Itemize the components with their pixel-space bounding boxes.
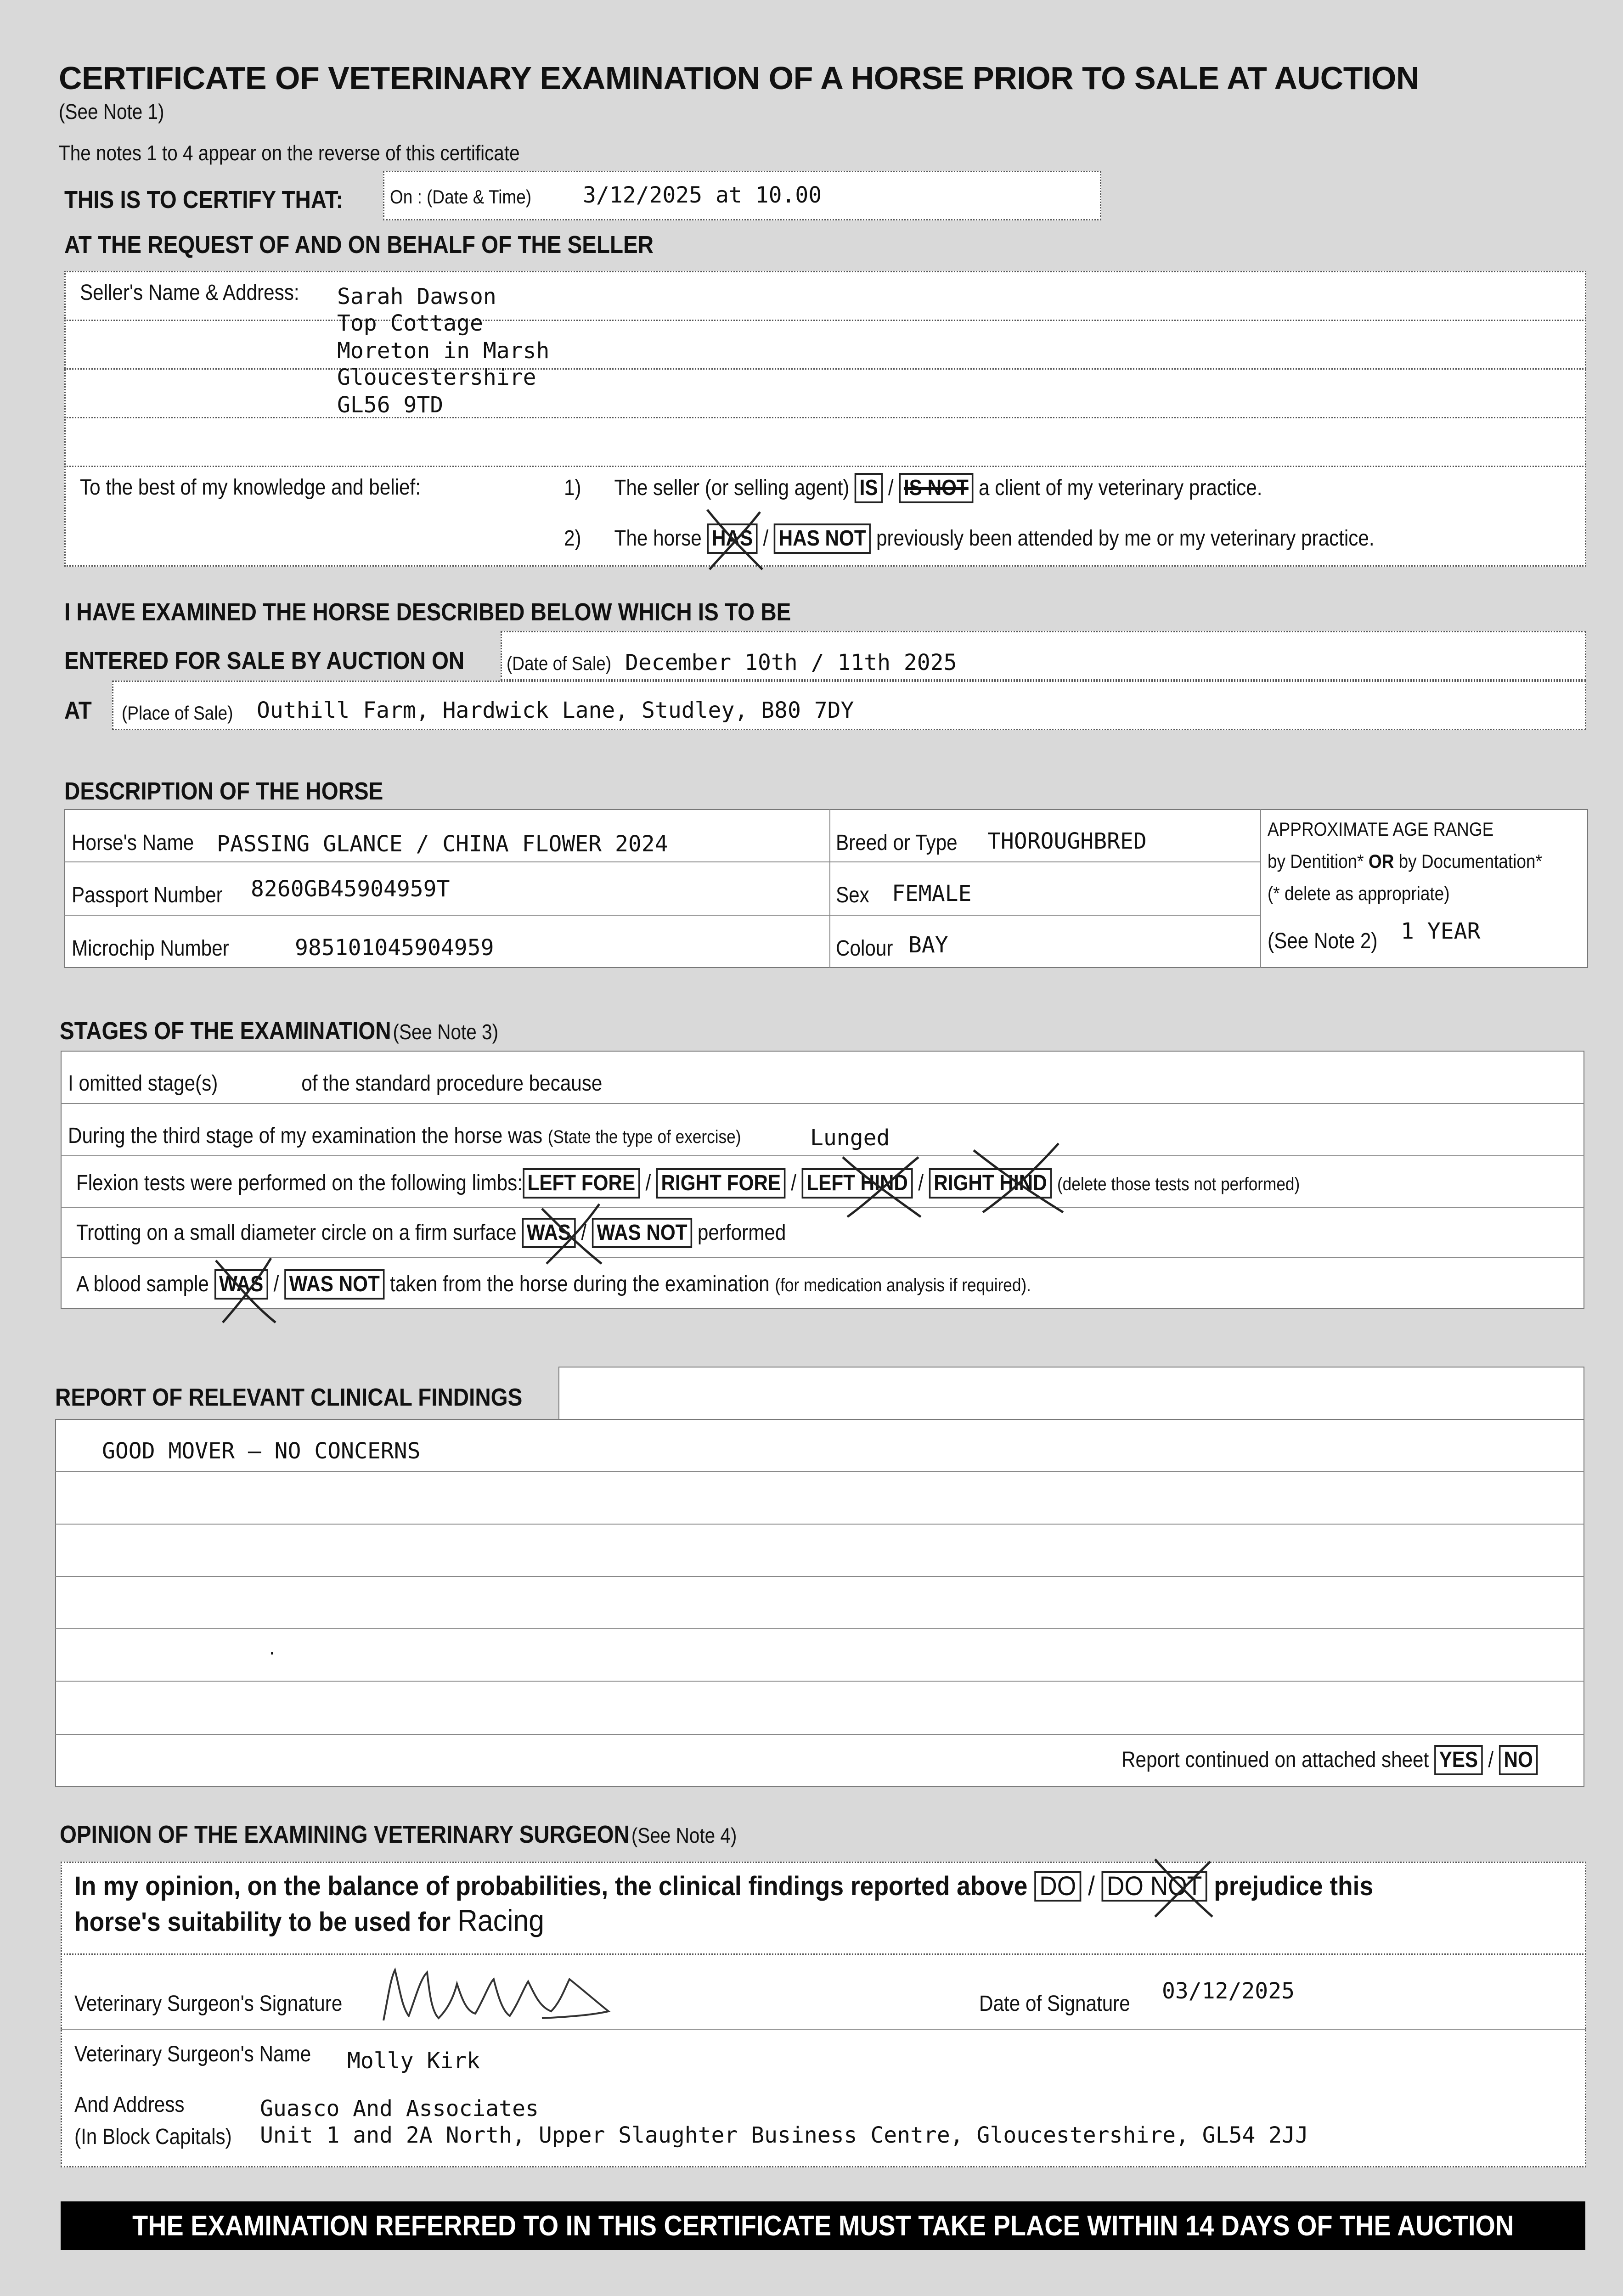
seller-section <box>64 271 1586 567</box>
vet-signature <box>377 1961 615 2030</box>
slash: / <box>273 1272 279 1296</box>
passport-value: 8260GB45904959T <box>251 876 450 902</box>
horse-name-label: Horse's Name <box>72 831 194 855</box>
date-of-sale-value: December 10th / 11th 2025 <box>625 650 957 675</box>
age-method <box>1268 850 1542 872</box>
request-heading: AT THE REQUEST OF AND ON BEHALF OF THE SELLER <box>64 231 654 259</box>
omitted-row <box>68 1071 602 1096</box>
do-option[interactable]: DO <box>1034 1871 1081 1902</box>
signature-date-value: 03/12/2025 <box>1162 1978 1295 2004</box>
left-fore-option[interactable]: LEFT FORE <box>523 1168 640 1199</box>
seller-line-3: Moreton in Marsh <box>337 338 550 364</box>
microchip-value: 985101045904959 <box>295 935 494 961</box>
date-of-sale-field[interactable] <box>501 631 1586 681</box>
knowledge-item-2 <box>564 523 1375 554</box>
slash: / <box>645 1171 651 1195</box>
exam-datetime-value: 3/12/2025 at 10.00 <box>583 182 822 208</box>
vet-name-label: Veterinary Surgeon's Name <box>74 2042 311 2066</box>
age-note: (See Note 2) <box>1268 929 1378 953</box>
blood-text: A blood sample <box>76 1272 209 1296</box>
item-number: 2) <box>564 526 581 551</box>
signature-label: Veterinary Surgeon's Signature <box>74 1992 343 2016</box>
third-stage-row <box>68 1123 741 1148</box>
slash: / <box>888 476 894 500</box>
do-not-option[interactable]: DO NOT <box>1102 1871 1207 1902</box>
examined-heading: I HAVE EXAMINED THE HORSE DESCRIBED BELOW WHICH IS TO BE <box>64 598 791 626</box>
knowledge-item-1 <box>564 473 1262 503</box>
age-heading: APPROXIMATE AGE RANGE <box>1268 818 1494 840</box>
opinion-note: (See Note 4) <box>631 1823 737 1847</box>
footer-text: THE EXAMINATION REFERRED TO IN THIS CERTIFICATE MUST TAKE PLACE WITHIN 14 DAYS OF THE AUCTION <box>132 2210 1514 2242</box>
sex-value: FEMALE <box>892 881 972 906</box>
has-not-option[interactable]: HAS NOT <box>774 523 871 554</box>
by-dentition-text: by Dentition* <box>1268 850 1364 872</box>
opinion-text-3: horse's suitability to be used for <box>74 1907 451 1937</box>
by-documentation-text: by Documentation* <box>1398 850 1542 872</box>
slash: / <box>791 1171 797 1195</box>
slash: / <box>918 1171 924 1195</box>
is-option[interactable]: IS <box>855 473 883 503</box>
flexion-text: Flexion tests were performed on the following limbs: <box>76 1171 523 1195</box>
sex-label: Sex <box>836 883 869 907</box>
opinion-statement-line-2 <box>74 1903 544 1938</box>
seller-line-1: Sarah Dawson <box>337 284 496 310</box>
blood-was-option[interactable]: WAS <box>214 1269 268 1300</box>
horse-name-value: PASSING GLANCE / CHINA FLOWER 2024 <box>217 831 668 857</box>
exam-datetime-field[interactable] <box>383 171 1101 220</box>
notes-line: The notes 1 to 4 appear on the reverse of this certificate <box>59 141 520 165</box>
opinion-text-1: In my opinion, on the balance of probabilities, the clinical findings reported above <box>74 1871 1028 1901</box>
trot-was-not-option[interactable]: WAS NOT <box>592 1218 692 1248</box>
microchip-label: Microchip Number <box>72 936 229 961</box>
age-delete-note: (* delete as appropriate) <box>1268 883 1450 904</box>
place-of-sale-field[interactable] <box>112 681 1586 730</box>
certify-label: THIS IS TO CERTIFY THAT: <box>64 186 344 214</box>
trotting-row <box>76 1218 786 1248</box>
date-of-sale-label: (Date of Sale) <box>507 653 612 674</box>
third-stage-note: (State the type of exercise) <box>547 1127 741 1147</box>
right-hind-cross-mark <box>969 1139 1070 1217</box>
item1-text: The seller (or selling agent) <box>614 476 850 500</box>
item2-text: The horse <box>614 526 702 551</box>
trot-was-option[interactable]: WAS <box>522 1218 575 1248</box>
seller-line-4: Gloucestershire <box>337 365 536 390</box>
report-heading-field[interactable] <box>558 1367 1584 1420</box>
place-of-sale-value: Outhill Farm, Hardwick Lane, Studley, B80 7DY <box>257 698 854 723</box>
opinion-text-2: prejudice this <box>1214 1871 1374 1901</box>
third-stage-text: During the third stage of my examination the horse was <box>68 1124 543 1148</box>
or-text: OR <box>1368 850 1394 872</box>
stages-title: STAGES OF THE EXAMINATION <box>60 1017 391 1045</box>
slash: / <box>1488 1748 1494 1772</box>
has-option[interactable]: HAS <box>707 523 757 554</box>
slash: / <box>1088 1871 1095 1901</box>
right-fore-option[interactable]: RIGHT FORE <box>656 1168 786 1199</box>
opinion-heading <box>60 1820 737 1849</box>
exam-datetime-label: On : (Date & Time) <box>390 186 532 208</box>
report-table <box>55 1419 1584 1787</box>
stages-heading <box>60 1017 498 1045</box>
description-heading: DESCRIPTION OF THE HORSE <box>64 777 383 805</box>
report-continued-text: Report continued on attached sheet <box>1121 1748 1429 1772</box>
at-label: AT <box>64 697 92 724</box>
left-hind-cross-mark <box>836 1148 928 1221</box>
flexion-row <box>76 1168 1300 1199</box>
slash: / <box>581 1221 587 1245</box>
left-hind-option[interactable]: LEFT HIND <box>802 1168 913 1199</box>
seller-label: Seller's Name & Address: <box>80 281 299 305</box>
report-heading: REPORT OF RELEVANT CLINICAL FINDINGS <box>55 1384 523 1411</box>
do-cross-mark <box>1148 1852 1217 1921</box>
item1-post-text: a client of my veterinary practice. <box>979 476 1262 500</box>
breed-label: Breed or Type <box>836 831 958 855</box>
age-value: 1 YEAR <box>1401 918 1481 944</box>
blood-was-cross-mark <box>211 1254 280 1327</box>
stages-note: (See Note 3) <box>393 1020 499 1044</box>
place-of-sale-label: (Place of Sale) <box>122 702 233 724</box>
continued-yes-option[interactable]: YES <box>1434 1745 1483 1775</box>
right-hind-option[interactable]: RIGHT HIND <box>929 1168 1052 1199</box>
report-stray-dot: . <box>269 1635 275 1659</box>
vet-name-value: Molly Kirk <box>347 2048 480 2074</box>
seller-line-5: GL56 9TD <box>337 392 444 418</box>
breed-value: THOROUGHBRED <box>987 828 1147 854</box>
opinion-title: OPINION OF THE EXAMINING VETERINARY SURGEON <box>60 1821 630 1848</box>
colour-value: BAY <box>908 932 948 958</box>
title-note: (See Note 1) <box>59 100 164 124</box>
knowledge-label: To the best of my knowledge and belief: <box>80 475 421 500</box>
report-line-1: GOOD MOVER – NO CONCERNS <box>102 1438 421 1464</box>
passport-label: Passport Number <box>72 883 223 907</box>
trotting-post: performed <box>697 1221 786 1245</box>
trot-was-cross-mark <box>537 1199 606 1268</box>
address-label-2: (In Block Capitals) <box>74 2125 232 2149</box>
slash: / <box>763 526 769 551</box>
address-line-1: Guasco And Associates <box>260 2096 539 2122</box>
flexion-note: (delete those tests not performed) <box>1057 1174 1300 1194</box>
blood-post: taken from the horse during the examination <box>390 1272 770 1296</box>
footer-banner <box>61 2201 1585 2250</box>
item2-post-text: previously been attended by me or my veterinary practice. <box>876 526 1375 551</box>
intended-use-value: Racing <box>457 1903 545 1937</box>
blood-note: (for medication analysis if required). <box>775 1275 1031 1295</box>
colour-label: Colour <box>836 936 893 961</box>
seller-line-2: Top Cottage <box>337 310 483 336</box>
signature-date-label: Date of Signature <box>979 1992 1130 2016</box>
address-line-2: Unit 1 and 2A North, Upper Slaughter Business Centre, Gloucestershire, GL54 2JJ <box>260 2122 1308 2148</box>
exercise-value: Lunged <box>810 1125 890 1151</box>
omitted-pre: I omitted stage(s) <box>68 1071 218 1096</box>
has-cross-mark <box>703 505 767 574</box>
continued-no-option[interactable]: NO <box>1499 1745 1538 1775</box>
entered-label: ENTERED FOR SALE BY AUCTION ON <box>64 647 465 675</box>
omitted-post: of the standard procedure because <box>301 1071 603 1096</box>
address-label-1: And Address <box>74 2093 185 2117</box>
is-not-option[interactable]: IS NOT <box>899 473 973 503</box>
item-number: 1) <box>564 476 581 500</box>
trotting-text: Trotting on a small diameter circle on a firm surface <box>76 1221 517 1245</box>
blood-was-not-option[interactable]: WAS NOT <box>284 1269 384 1300</box>
report-continued-row <box>1121 1745 1538 1775</box>
certificate-title: CERTIFICATE OF VETERINARY EXAMINATION OF A HORSE PRIOR TO SALE AT AUCTION <box>59 60 1419 96</box>
